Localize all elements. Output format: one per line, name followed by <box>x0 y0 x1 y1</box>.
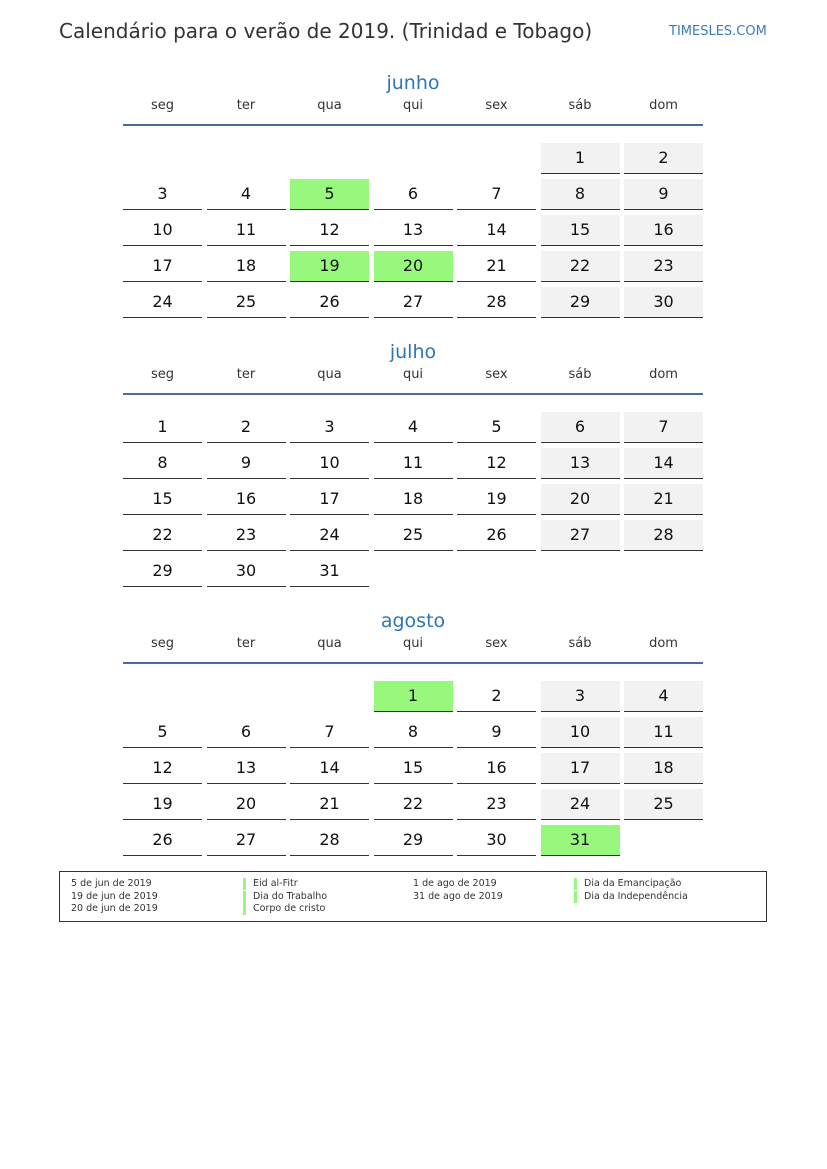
day-cell: 23 <box>457 789 536 820</box>
day-cell: 28 <box>624 520 703 551</box>
day-cell: 26 <box>123 825 202 856</box>
day-cell: 29 <box>123 556 202 587</box>
day-cell: 15 <box>541 215 620 246</box>
weekday-header <box>123 366 703 384</box>
day-cell: 11 <box>374 448 453 479</box>
day-cell: 29 <box>541 287 620 318</box>
day-cell: 25 <box>374 520 453 551</box>
day-cell: 12 <box>457 448 536 479</box>
day-cell: 1 <box>123 412 202 443</box>
day-cell: 18 <box>207 251 286 282</box>
legend-date: 31 de ago de 2019 <box>413 890 503 902</box>
weekday-label: qua <box>317 98 342 113</box>
holiday-day-cell: 5 <box>290 179 369 210</box>
day-cell: 13 <box>374 215 453 246</box>
day-cell: 8 <box>123 448 202 479</box>
day-cell: 27 <box>374 287 453 318</box>
day-cell: 14 <box>624 448 703 479</box>
day-cell: 14 <box>457 215 536 246</box>
weekday-label: dom <box>649 98 678 113</box>
legend-holiday-name: Eid al-Fitr <box>243 878 298 890</box>
day-cell: 11 <box>624 717 703 748</box>
day-cell: 4 <box>207 179 286 210</box>
weekday-header <box>123 635 703 653</box>
day-cell: 13 <box>541 448 620 479</box>
legend-holiday-name: Dia da Independência <box>574 891 688 903</box>
day-cell: 10 <box>123 215 202 246</box>
legend-holiday-name: Dia da Emancipação <box>574 878 681 890</box>
month-2 <box>123 608 703 868</box>
day-cell: 4 <box>624 681 703 712</box>
day-cell: 16 <box>457 753 536 784</box>
day-cell: 7 <box>624 412 703 443</box>
day-cell: 18 <box>624 753 703 784</box>
day-cell: 2 <box>624 143 703 174</box>
day-cell: 26 <box>457 520 536 551</box>
day-cell: 9 <box>207 448 286 479</box>
day-cell: 8 <box>541 179 620 210</box>
page-title: Calendário para o verão de 2019. (Trinidad e Tobago) <box>59 19 593 43</box>
day-cell: 25 <box>207 287 286 318</box>
day-cell: 12 <box>123 753 202 784</box>
holiday-day-cell: 31 <box>541 825 620 856</box>
day-cell: 21 <box>290 789 369 820</box>
day-cell: 4 <box>374 412 453 443</box>
day-cell: 11 <box>207 215 286 246</box>
month-title: junho <box>386 72 440 94</box>
day-cell: 10 <box>290 448 369 479</box>
day-cell: 27 <box>541 520 620 551</box>
day-cell: 30 <box>624 287 703 318</box>
day-cell: 10 <box>541 717 620 748</box>
weekday-label: seg <box>150 367 175 382</box>
day-cell: 31 <box>290 556 369 587</box>
weekday-label: qua <box>317 367 342 382</box>
weekday-label: dom <box>649 367 678 382</box>
day-cell: 9 <box>624 179 703 210</box>
weekday-label: sex <box>485 98 508 113</box>
weekday-label: qui <box>402 636 424 651</box>
legend-holiday-name: Dia do Trabalho <box>243 891 327 903</box>
weekday-label: ter <box>236 98 256 113</box>
header-rule <box>123 393 703 395</box>
day-cell: 7 <box>457 179 536 210</box>
day-cell: 24 <box>290 520 369 551</box>
day-cell: 8 <box>374 717 453 748</box>
day-cell: 17 <box>541 753 620 784</box>
day-cell: 3 <box>123 179 202 210</box>
weekday-label: sáb <box>568 636 592 651</box>
day-cell: 15 <box>374 753 453 784</box>
month-0 <box>123 70 703 330</box>
weekday-label: ter <box>236 636 256 651</box>
day-cell: 15 <box>123 484 202 515</box>
day-cell: 17 <box>123 251 202 282</box>
day-cell: 13 <box>207 753 286 784</box>
day-cell: 3 <box>541 681 620 712</box>
day-cell: 19 <box>123 789 202 820</box>
day-cell: 16 <box>624 215 703 246</box>
day-cell: 29 <box>374 825 453 856</box>
holiday-day-cell: 20 <box>374 251 453 282</box>
weekday-label: ter <box>236 367 256 382</box>
day-cell: 3 <box>290 412 369 443</box>
day-cell: 12 <box>290 215 369 246</box>
day-cell: 23 <box>624 251 703 282</box>
holiday-day-cell: 19 <box>290 251 369 282</box>
day-cell: 20 <box>207 789 286 820</box>
weekday-label: qua <box>317 636 342 651</box>
legend-date: 1 de ago de 2019 <box>413 878 497 889</box>
day-cell: 17 <box>290 484 369 515</box>
day-cell: 24 <box>541 789 620 820</box>
day-cell: 20 <box>541 484 620 515</box>
day-cell: 7 <box>290 717 369 748</box>
day-cell: 6 <box>207 717 286 748</box>
day-cell: 6 <box>374 179 453 210</box>
day-cell: 5 <box>123 717 202 748</box>
weekday-label: qui <box>402 98 424 113</box>
legend-date: 5 de jun de 2019 <box>71 878 152 889</box>
brand-link[interactable]: TIMESLES.COM <box>669 24 767 39</box>
weekday-label: sáb <box>568 98 592 113</box>
weekday-label: seg <box>150 636 175 651</box>
day-cell: 30 <box>457 825 536 856</box>
day-cell: 30 <box>207 556 286 587</box>
month-1 <box>123 339 703 599</box>
day-cell: 9 <box>457 717 536 748</box>
weekday-label: seg <box>150 98 175 113</box>
day-cell: 2 <box>207 412 286 443</box>
weekday-label: sex <box>485 636 508 651</box>
day-cell: 1 <box>541 143 620 174</box>
day-cell: 19 <box>457 484 536 515</box>
day-cell: 22 <box>123 520 202 551</box>
legend-date: 20 de jun de 2019 <box>71 903 158 914</box>
day-cell: 26 <box>290 287 369 318</box>
weekday-label: qui <box>402 367 424 382</box>
day-cell: 22 <box>374 789 453 820</box>
day-cell: 6 <box>541 412 620 443</box>
day-cell: 23 <box>207 520 286 551</box>
day-cell: 27 <box>207 825 286 856</box>
holiday-day-cell: 1 <box>374 681 453 712</box>
header-rule <box>123 124 703 126</box>
holiday-legend <box>59 871 767 922</box>
day-cell: 18 <box>374 484 453 515</box>
weekday-label: sáb <box>568 367 592 382</box>
day-cell: 16 <box>207 484 286 515</box>
day-cell: 21 <box>457 251 536 282</box>
day-cell: 2 <box>457 681 536 712</box>
day-cell: 28 <box>290 825 369 856</box>
day-cell: 22 <box>541 251 620 282</box>
weekday-header <box>123 97 703 115</box>
day-cell: 5 <box>457 412 536 443</box>
month-title: agosto <box>380 610 446 632</box>
day-cell: 28 <box>457 287 536 318</box>
legend-date: 19 de jun de 2019 <box>71 890 158 902</box>
weekday-label: dom <box>649 636 678 651</box>
legend-holiday-name: Corpo de cristo <box>243 903 325 915</box>
month-title: julho <box>389 341 437 363</box>
day-cell: 24 <box>123 287 202 318</box>
day-cell: 14 <box>290 753 369 784</box>
weekday-label: sex <box>485 367 508 382</box>
header-rule <box>123 662 703 664</box>
day-cell: 21 <box>624 484 703 515</box>
day-cell: 25 <box>624 789 703 820</box>
